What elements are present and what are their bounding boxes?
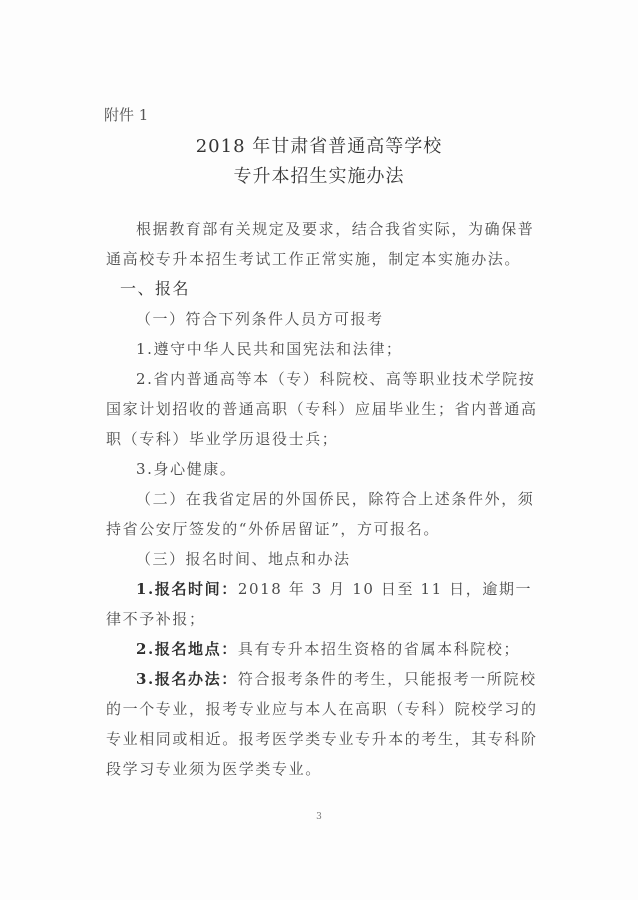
document-title-line1: 2018 年甘肃省普通高等学校: [195, 136, 443, 157]
document-body: [106, 214, 546, 784]
subsection-heading-time-place-method: （三）报名时间、地点和办法: [136, 550, 351, 568]
eligibility-item-3: 3.身心健康。: [136, 460, 237, 478]
registration-place-label: 2.报名地点：: [136, 640, 238, 658]
registration-method-item: [106, 664, 546, 784]
registration-time-label: 1.报名时间：: [136, 580, 238, 598]
eligibility-item-2: 2.省内普通高等本（专）科院校、高等职业技术学院按国家计划招收的普通高职（专科）应届毕业生；省内普通高职（专科）毕业学历退役士兵；: [106, 370, 538, 448]
eligibility-item-1: 1.遵守中华人民共和国宪法和法律；: [136, 340, 403, 358]
registration-method-text: 符合报考条件的考生，只能报考一所院校的一个专业，报考专业应与本人在高职（专科）院校学习的专业相同或相近。报考医学类专业专升本的考生，其专科阶段学习专业须为医学类专业。: [106, 670, 538, 778]
attachment-label: 附件 1: [104, 106, 149, 124]
section-heading-registration: 一、报名: [120, 279, 191, 298]
document-title-line2: 专升本招生实施办法: [233, 166, 405, 187]
foreign-residents-paragraph: （二）在我省定居的外国侨民，除符合上述条件外，须持省公安厅签发的“外侨居留证”，方可报名。: [106, 490, 535, 538]
intro-paragraph: 根据教育部有关规定及要求，结合我省实际，为确保普通高校专升本招生考试工作正常实施，制定本实施办法。: [106, 220, 535, 268]
registration-time-text: 2018 年 3 月 10 日至 11 日，逾期一律不予补报；: [106, 580, 533, 628]
page-number: 3: [316, 812, 322, 822]
subsection-heading-eligibility: （一）符合下列条件人员方可报考: [136, 310, 384, 328]
registration-place-item: [106, 634, 546, 664]
registration-method-label: 3.报名办法：: [136, 670, 238, 688]
registration-time-item: [106, 574, 546, 634]
registration-place-text: 具有专升本招生资格的省属本科院校；: [237, 640, 521, 658]
